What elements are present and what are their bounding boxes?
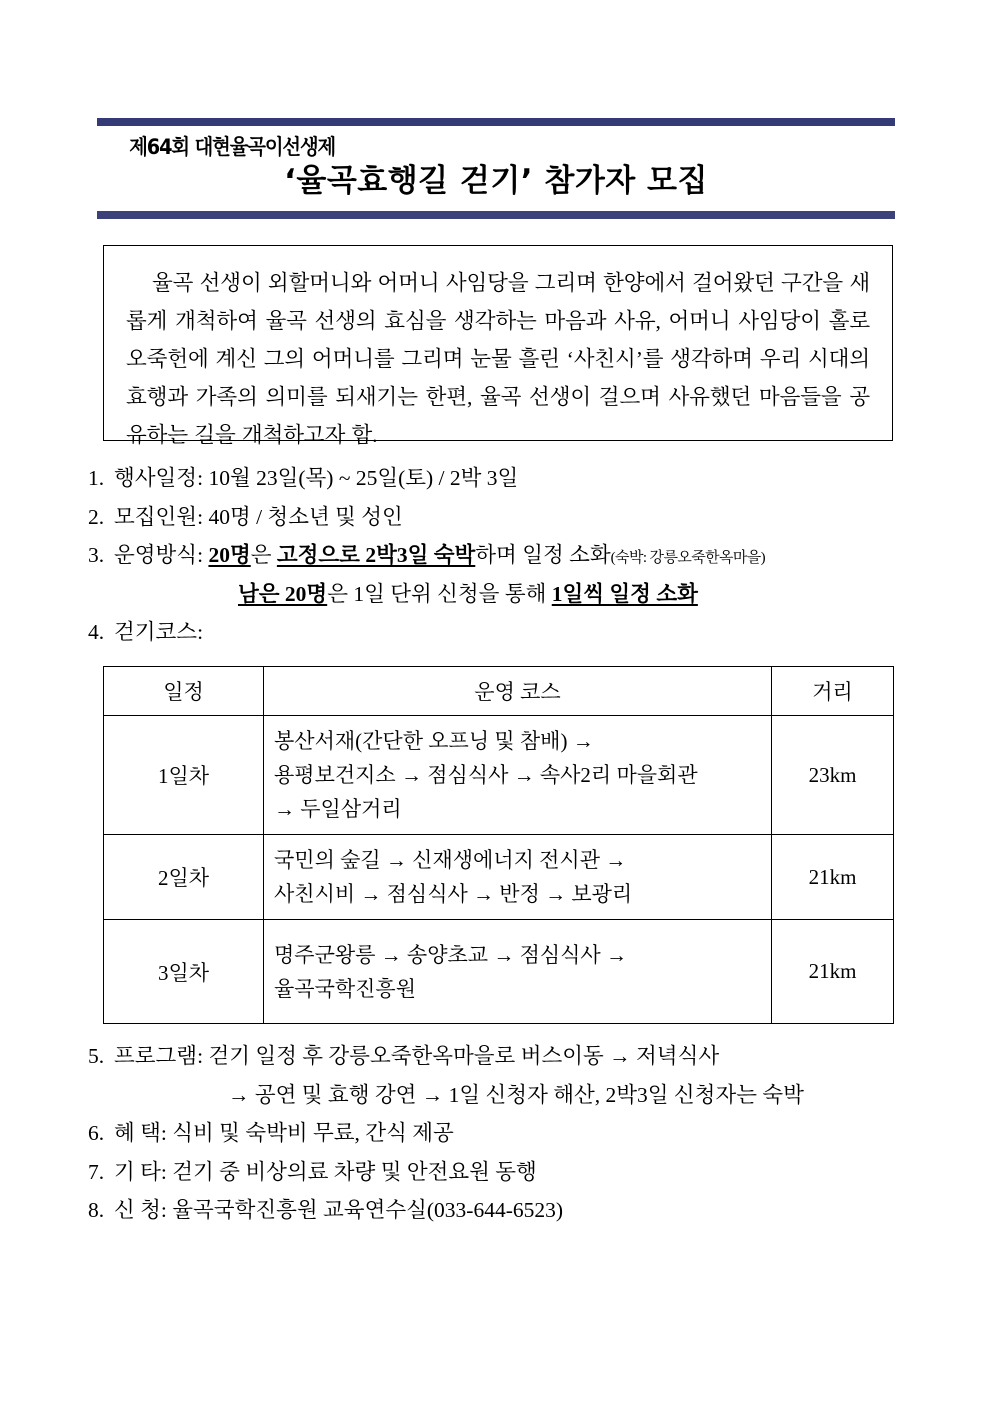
list-item-number: 1.	[88, 466, 105, 490]
column-header-distance: 거리	[772, 667, 894, 716]
course-line: 용평보건지소 → 점심식사 → 속사2리 마을회관	[274, 763, 698, 788]
cell-course	[264, 716, 772, 835]
course-table-body	[104, 716, 894, 1024]
list-item-operation	[88, 545, 918, 567]
operation-line2-text: 은 1일 단위 신청을 통해	[327, 581, 552, 606]
operation-bold-count: 20명	[208, 543, 251, 567]
table-row	[104, 835, 894, 920]
list-item-number: 5.	[88, 1044, 105, 1068]
list-item-program	[88, 1046, 928, 1068]
intro-box	[103, 245, 893, 448]
list-item-other	[88, 1159, 928, 1184]
operation-line2-bold-1: 남은 20명	[238, 581, 328, 606]
list-item-program-line2: → 공연 및 효행 강연 → 1일 신청자 해산, 2박3일 신청자는 숙박	[228, 1082, 804, 1107]
course-line: 명주군왕릉 → 송양초교 → 점심식사 →	[274, 942, 627, 967]
course-table-head	[104, 667, 894, 716]
course-line: 국민의 숲길 → 신재생에너지 전시관 →	[274, 848, 627, 873]
footer-list	[88, 1046, 928, 1239]
list-item-value: 10월 23일(목) ~ 25일(토) / 2박 3일	[203, 466, 519, 490]
list-item-label: 신 청:	[114, 1198, 167, 1222]
table-row	[104, 920, 894, 1024]
operation-line2-bold-2: 1일씩 일정 소화	[551, 581, 698, 606]
list-item-text	[114, 1123, 928, 1145]
list-item-number: 2.	[88, 504, 105, 529]
course-line: 봉산서재(간단한 오프닝 및 참배) →	[274, 729, 594, 753]
course-line: 사친시비 → 점심식사 → 반정 → 보광리	[274, 882, 633, 907]
list-item-label: 기 타:	[114, 1159, 167, 1184]
table-header-row	[104, 667, 894, 716]
list-item-capacity	[88, 504, 918, 529]
operation-bold-stay: 고정으로 2박3일 숙박	[276, 543, 476, 567]
list-item-number: 7.	[88, 1159, 105, 1184]
list-item-number: 8.	[88, 1198, 105, 1222]
document-header	[97, 118, 895, 219]
list-item-benefits	[88, 1123, 928, 1145]
list-item-value: 40명 / 청소년 및 성인	[203, 504, 403, 529]
list-item-text	[114, 622, 918, 644]
list-item-value: 식비 및 숙박비 무료, 간식 제공	[166, 1121, 454, 1145]
column-header-day: 일정	[104, 667, 264, 716]
cell-course	[264, 835, 772, 920]
header-rule-bottom	[97, 211, 895, 219]
cell-distance: 23km	[772, 716, 894, 835]
event-subtitle: 제64회 대현율곡이선생제	[129, 135, 336, 159]
list-item-label: 운영방식:	[114, 543, 204, 567]
header-rule-top	[97, 118, 895, 126]
list-item-number: 3.	[88, 543, 105, 567]
list-item-course	[88, 622, 918, 644]
list-item-schedule	[88, 468, 918, 490]
cell-distance: 21km	[772, 835, 894, 920]
operation-text-2: 하며 일정 소화	[475, 543, 611, 567]
list-item-label: 혜 택:	[114, 1121, 167, 1145]
operation-note: (숙박: 강릉오죽한옥마을)	[610, 550, 766, 566]
list-item-text	[114, 545, 918, 567]
cell-day: 2일차	[104, 835, 264, 920]
intro-paragraph: 율곡 선생이 외할머니와 어머니 사임당을 그리며 한양에서 걸어왔던 구간을 새롭게 개척하여 율곡 선생의 효심을 생각하는 마음과 사유, 어머니 사임당이 홀로 오죽헌에 계신 그의 어머니를 그리며 눈물 흘린 ‘사친시’를 생각하며 우리 시대의 효행과 가족의 의미를 되새기는 한편, 율곡 선생이 걸으며 사유했던 마음들을 공유하는 길을 개척하고자 함.	[126, 271, 870, 448]
course-table	[103, 666, 894, 1024]
list-item-text	[114, 1046, 928, 1068]
list-item-text	[114, 468, 918, 490]
list-item-text	[114, 1159, 928, 1184]
cell-day: 1일차	[104, 716, 264, 835]
course-line: → 두일삼거리	[274, 797, 402, 822]
cell-distance: 21km	[772, 920, 894, 1024]
column-header-course: 운영 코스	[264, 667, 772, 716]
list-item-number: 4.	[88, 620, 105, 644]
list-item-operation-line2	[88, 581, 918, 606]
list-item-label: 걷기코스:	[114, 620, 204, 644]
list-item-value: 걷기 중 비상의료 차량 및 안전요원 동행	[166, 1159, 537, 1184]
operation-text-1: 은	[250, 543, 277, 567]
details-list	[88, 468, 918, 654]
list-item-text	[114, 1200, 928, 1222]
list-item-number: 6.	[88, 1121, 105, 1145]
list-item-value: 걷기 일정 후 강릉오죽한옥마을로 버스이동 → 저녁식사	[203, 1044, 720, 1068]
cell-day: 3일차	[104, 920, 264, 1024]
course-line: 율곡국학진흥원	[274, 976, 417, 1001]
cell-course	[264, 920, 772, 1024]
list-item-application	[88, 1200, 928, 1222]
list-item-label: 모집인원:	[114, 504, 204, 529]
list-item-label: 행사일정:	[114, 466, 204, 490]
list-item-text	[114, 504, 918, 529]
table-row	[104, 716, 894, 835]
list-item-label: 프로그램:	[114, 1044, 204, 1068]
list-item-value: 율곡국학진흥원 교육연수실(033-644-6523)	[166, 1198, 564, 1222]
page-title: ‘율곡효행길 걷기’ 참가자 모집	[284, 163, 708, 200]
